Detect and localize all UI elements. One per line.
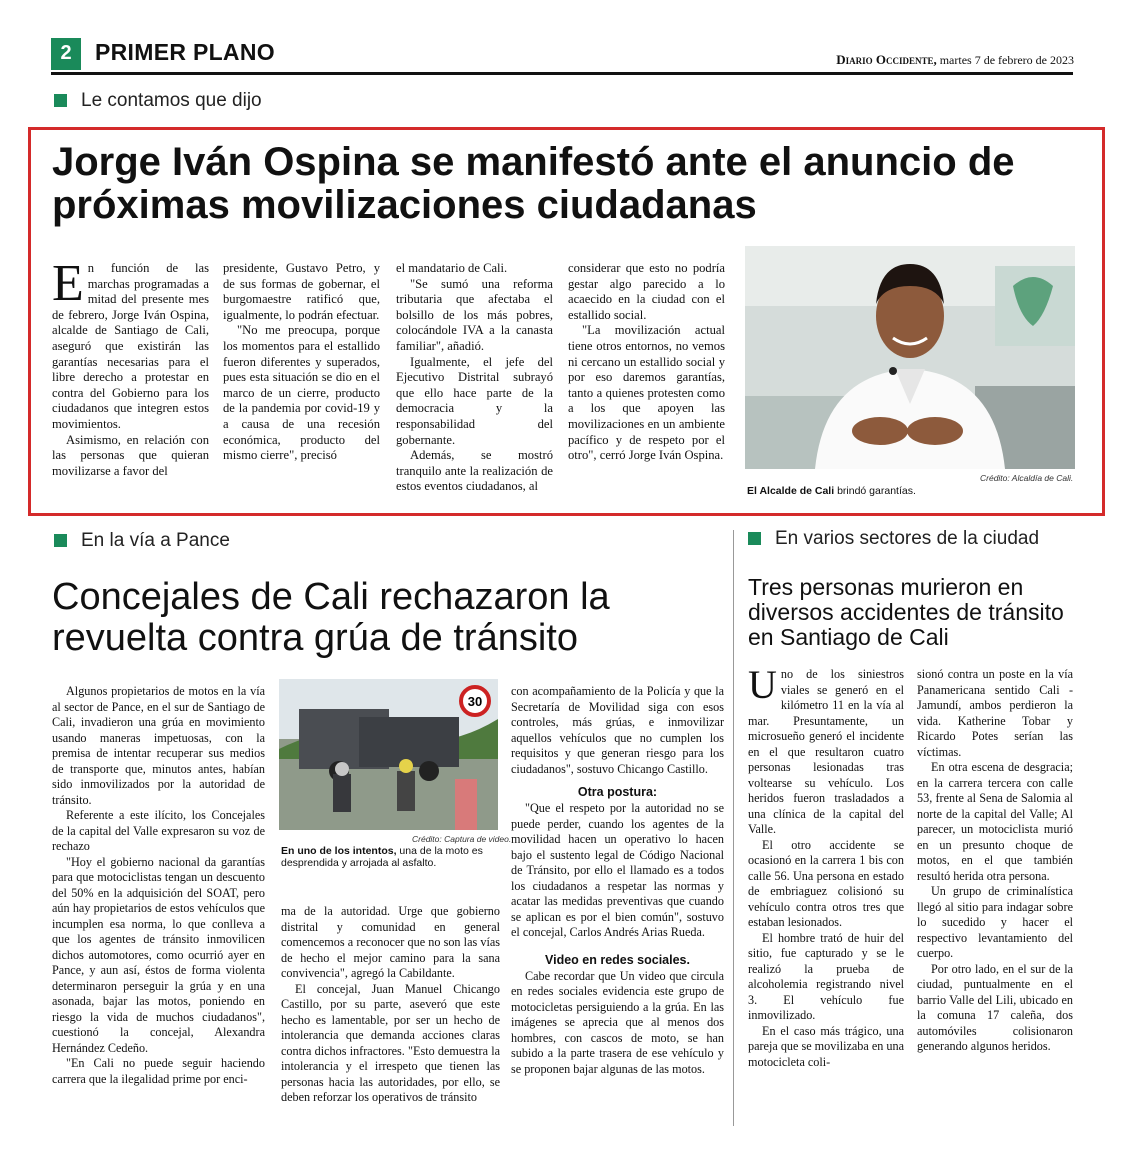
story2-col1-p3: "Hoy el gobierno nacional da garantías para que motociclistas tengan un descuento del 50% en la adquisición del SOAT, pero aún hay propietarios de estos vehículos que incumplen esa norma, lo que conlleva a que los agentes de tránsito inmovilicen dichos automotores, como ocurrió ayer en Pance, y aun así, éstos de forma violenta determinaron perseguir la grúa y en una asonada, bajar las motos, poniendo en riesgo la vida de muchos ciudadanos", cuestionó la concejal, Alexandra Hernández Cedeño. [52,854,265,1055]
story3-col2-p4: Por otro lado, en el sur de la ciudad, puntualmente en el barrio Valle del Lili, ubicado en la comuna 17 caleña, dos automóviles colisionaron generando algunos heridos. [917,961,1073,1053]
story2-caption-bold: En uno de los intentos, [281,845,397,857]
story2-col3a-p1: con acompañamiento de la Policía y que la Secretaría de Movilidad siga con esos controles, más grúas, e inmovilizar aquellos vehículos que no cumplen los requisitos y que generan riesgo para los ciudadanos", sostuvo Chicango Castillo. [511,684,724,776]
tow-truck-illustration [279,679,498,830]
story2-col1-p2: Referente a este ilícito, los Concejales de la capital del Valle expresaron su voz de rechazo [52,808,265,853]
lead-col3-p4: Además, se mostró tranquilo ante la realización de estos eventos ciudadanos, al [396,448,553,494]
lead-photo-credit: Crédito: Alcaldía de Cali. [980,473,1074,483]
lead-photo-caption [747,485,916,497]
tow-truck-photo [279,679,498,830]
story2-headline: Concejales de Cali rechazaron la revuelta contra grúa de tránsito [52,576,610,659]
lead-col2-p2: "No me preocupa, porque los momentos para el estallido fueron diferentes y superados, pues esta situación se dio en el marco de un cierre, producto de la pandemia por covid-19 y a causa de una recesión económica, producto del mismo cierre", precisó [223,323,380,463]
lead-kicker [54,90,262,112]
masthead [836,52,1074,68]
story2-col3b-p1: "Que el respeto por la autoridad no se puede perder, cuando los agentes de la movilidad hacen un operativo lo hacen bajo el sustento legal de Código Nacional de Tránsito, por ello el llamado es a todos los ciudadanos a respetar las normas y acatar las medidas preventivas que cuando se aplican es por el bien común", sostuvo el concejal, Carlos Andrés Arias Rueda. [511,801,724,939]
issue-date: martes 7 de febrero de 2023 [939,53,1074,67]
story3-col1-p4: En el caso más trágico, una pareja que se movilizaba en una motocicleta coli- [748,1023,904,1069]
kicker-square-icon [54,534,67,547]
lead-headline: Jorge Iván Ospina se manifestó ante el anuncio de próximas movilizaciones ciudadanas [52,140,1015,227]
lead-col3-p3: Igualmente, el jefe del Ejecutivo Distrital subrayó que ello hace parte de la democracia y la responsabilidad del gobernante. [396,354,553,447]
story3-col2-p1: sionó contra un poste en la vía Panamericana sentido Cali - Jamundí, ambos perdieron la vida. Katherine Tobar y Ricardo Potes serían las víctimas. [917,667,1073,759]
lead-col3-p1: el mandatario de Cali. [396,261,508,275]
story2-col1-p4: "En Cali no puede seguir haciendo carrera que la ilegalidad prime por enci- [52,1056,265,1086]
header-rule [51,72,1073,75]
story2-subhead-video: Video en redes sociales. [545,952,690,967]
story2-kicker [54,530,230,552]
mayor-photo-illustration [745,246,1075,469]
lead-col3-p2: "Se sumó una reforma tributaria que afectaba el bolsillo de los más pobres, colocándole IVA a la canasta familiar", añadió. [396,276,553,353]
story3-column-2 [917,667,1073,1055]
story2-photo-credit: Crédito: Captura de video. [412,834,512,844]
story3-col2-p3: Un grupo de criminalística llegó al sitio para indagar sobre lo sucedido y hacer el respectivo levantamiento del cuerpo. [917,884,1073,960]
lead-column-3 [396,261,553,495]
story2-col1-p1: Algunos propietarios de motos en la vía al sector de Pance, en el sur de Santiago de Cali, invadieron una grúa en movimiento usando maneras impetuosas, con la premisa de intentar recuperar sus medios de transporte que, minutos antes, habían sido inmovilizados por la autoridad de tránsito. [52,684,265,807]
section-title: PRIMER PLANO [95,39,275,65]
story3-headline: Tres personas murieron en diversos accidentes de tránsito en Santiago de Cali [748,574,1064,650]
story3-column-1 [748,662,904,1070]
lead-col1-p1: n función de las marchas programadas a mitad del presente mes de febrero, Jorge Iván Ospina, alcalde de Santiago de Cali, aseguró que existirán las garantías necesarias para el libre derecho a protestar en contra del Gobierno para los ciudadanos que integren estos movimientos. [52,261,209,431]
lead-kicker-text: Le contamos que dijo [81,90,262,111]
lead-col2-p1: presidente, Gustavo Petro, y de sus formas de gobernar, el burgomaestre ratificó que, igualmente, lo podrán efectuar. [223,261,380,322]
lead-col1-p2: Asimismo, en relación con las personas que quieran movilizarse a favor del [52,432,209,478]
page-number: 2 [51,38,81,70]
story3-col2-p2: En otra escena de desgracia; en la carrera tercera con calle 53, frente al Sena de Salomia al norte de la capital del Valle; Al parecer, un motociclista murió en un presunto choque de motos, en el que también resultó herida otra persona. [917,760,1073,883]
story2-caption-rest: una de la moto es desprendida y arrojada al asfalto. [281,845,483,869]
lead-column-1 [52,255,209,479]
lead-caption-rest: brindó garantías. [834,485,916,497]
column-divider [733,530,734,1126]
story2-photo-caption [281,845,499,869]
lead-column-4 [568,261,725,464]
story2-column-2 [281,904,500,1106]
story3-kicker-text: En varios sectores de la ciudad [775,528,1040,549]
story2-col2-p2: El concejal, Juan Manuel Chicango Castillo, por su parte, aseveró que este hecho es lamentable, por ser un hecho de intolerancia que demanda acciones claras contra dichos infractores. "Esto demuestra la intolerancia y el irrespeto que tienen las personas hacia las autoridades, por ello, se deben reforzar los operativos de tránsito [281,981,500,1104]
story3-kicker [748,528,1039,550]
story3-dropcap: U [748,662,777,707]
story2-kicker-text: En la vía a Pance [81,530,230,551]
story2-column-3 [511,684,724,1077]
story3-col1-p1: no de los siniestros viales se generó en el kilómetro 11 en la vía al mar. Presuntamente, un microsueño generó el incidente en el que resultaron cuatro personas lesionadas tras voltearse su vehículo. Los heridos fueron trasladados a una clínica de la capital del Valle. [748,667,904,836]
story2-column-1 [52,684,265,1087]
story3-col1-p2: El otro accidente se ocasionó en la carrera 1 bis con calle 56. Una persona en estado de embriaguez colisionó su vehículo contra otros tres que estaban lesionados. [748,837,904,929]
speed-sign-number: 30 [467,694,483,709]
mayor-photo [745,246,1075,469]
story3-col1-p3: El hombre trató de huir del sitio, fue capturado y se le realizó la prueba de alcoholemia registrando nivel 3. El vehículo fue inmovilizado. [748,930,904,1022]
story2-col2-p1: ma de la autoridad. Urge que gobierno distrital y comunidad en general comencemos a reconocer que no son las vías de hecho el mejor camino para la sana convivencia", agregó la Cabildante. [281,904,500,980]
lead-col4-p2: "La movilización actual tiene otros entornos, no vemos ni cercano un estallido social y por eso daremos garantías, tanto a quienes protesten como a los que apoyen las movilizaciones en un ambiente pacífico y de respeto por el otro", cerró Jorge Iván Ospina. [568,323,725,463]
lead-dropcap: E [52,255,84,312]
kicker-square-icon [54,94,67,107]
kicker-square-icon [748,532,761,545]
paper-name: Diario Occidente, [836,52,937,67]
story2-col3c-p1: Cabe recordar que Un video que circula en redes sociales evidencia este grupo de motocicletas persiguiendo a la grúa. En las imágenes se aprecia que al menos dos hombres, con cascos de moto, se han subido a la parte trasera de ese vehículo y se proponen bajar algunas de las motos. [511,968,724,1076]
lead-caption-bold: El Alcalde de Cali [747,485,835,497]
lead-col4-p1: considerar que esto no podría gestar algo parecido a lo acaecido en la ciudad con el estallido social. [568,261,725,322]
lead-column-2 [223,261,380,464]
story2-subhead-otra-postura: Otra postura: [577,785,658,799]
